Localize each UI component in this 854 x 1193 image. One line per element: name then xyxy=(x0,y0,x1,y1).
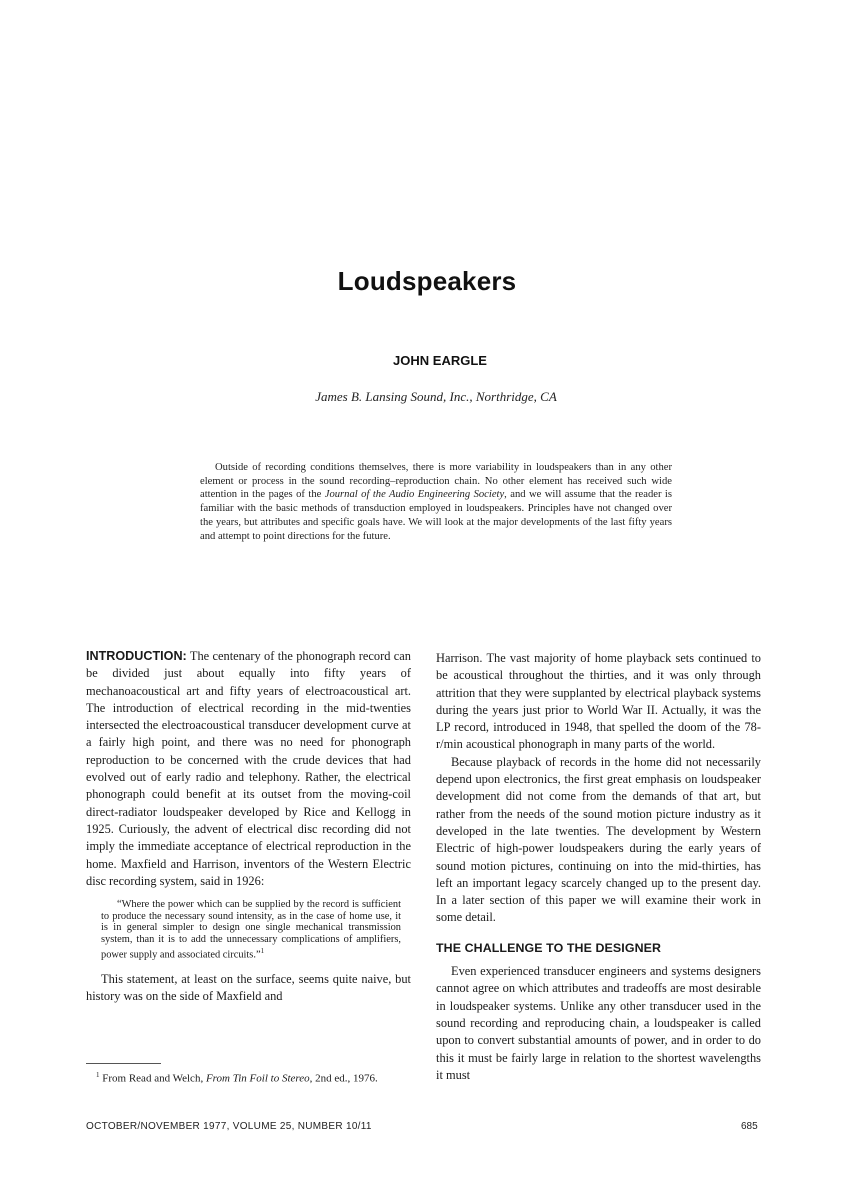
paper-title: Loudspeakers xyxy=(337,266,517,296)
intro-text: The centenary of the phonograph record can be divided just about equally into fifty years of mechanoacoustical art and fifty years of electroacoustical art. The introduction of electrical recording in the mid-twenties intersected the electroacoustical transducer development curve at a fairly high point, and there was no need for phonograph reproduction to be concerned with the crude devices that had evolved out of early radio and telephony. Rather, the electrical phonograph could benefit at its outset from the moving-coil direct-radiator loudspeaker developed by Rice and Kellogg in 1925. Curiously, the advent of electrical disc recording did not imply the immediate acceptance of electrical reproduction in the home. Maxfield and Harrison, inventors of the Western Electric disc recording system, said in 1926: xyxy=(86,649,411,888)
footnote xyxy=(86,1068,411,1086)
footer-page-number: 685 xyxy=(741,1121,758,1132)
right-paragraph-1: Harrison. The vast majority of home playback sets continued to be acoustical throughout the thirties, and it was only through attrition that they were supplanted by electrical playback systems during the years just prior to World War II. Actually, it was the LP record, introduced in 1948, that spelled the doom of the 78-r/min acoustical phonograph in many parts of the world. xyxy=(436,651,761,752)
footnote-rule xyxy=(86,1063,161,1064)
abstract-text-start: Outside of recording conditions themselves, there is more variability in loudspeakers than in any other element or process in the sound recording–reproduction chain. No other element has received such wide attention in the pages of the xyxy=(200,462,672,501)
intro-paragraph-2: This statement, at least on the surface, seems quite naive, but history was on the side of Maxfield and xyxy=(86,971,411,1003)
author-affiliation: James B. Lansing Sound, Inc., Northridge, CA xyxy=(315,389,557,404)
abstract-text-end: , and we will assume that the reader is familiar with the basic methods of transduction employed in loudspeakers. Principles have not changed over the years, but attributes and specific goals have. We will look at the major developments of the last fifty years and attempt to point directions for the future. xyxy=(200,489,672,542)
quote-text: “Where the power which can be supplied by the record is sufficient to produce the necessary sound intensity, as in the case of home use, it is in general simpler to design one single mechanical transmission system, than it is to add the unnecessary complications of amplifiers, power supply and associated circuits.” xyxy=(101,899,401,960)
intro-heading: INTRODUCTION: xyxy=(86,649,187,663)
footnote-text-end: , 2nd ed., 1976. xyxy=(309,1072,378,1085)
quote-footnote-mark: 1 xyxy=(260,946,265,955)
right-column xyxy=(436,650,761,1084)
right-paragraph-3: Even experienced transducer engineers and systems designers cannot agree on which attributes and tradeoffs are most desirable in loudspeaker systems. Unlike any other transducer used in the sound recording and reproducing chain, a loudspeaker is called upon to convert substantial amounts of power, and in order to do this it must be fairly large in relation to the shortest wavelengths it must xyxy=(436,964,761,1082)
footer-journal-line: OCTOBER/NOVEMBER 1977, VOLUME 25, NUMBER 10/11 xyxy=(86,1121,372,1132)
left-column xyxy=(86,648,411,1005)
section-heading-challenge: THE CHALLENGE TO THE DESIGNER xyxy=(436,940,662,955)
footnote-text-start: From Read and Welch, xyxy=(99,1072,206,1085)
block-quote xyxy=(101,899,401,960)
right-paragraph-2: Because playback of records in the home did not necessarily depend upon electronics, the first great emphasis on loudspeaker development did not come from the demands of that art, but rather from the needs of the sound motion picture industry as it developed in the late twenties. The development by Western Electric of high-power loudspeakers during the early years of sound motion pictures, continuing on into the mid-thirties, has left an important legacy scarcely changed up to the present day. In a later section of this paper we will examine their work in some detail. xyxy=(436,754,761,925)
footnote-book-title: From Tin Foil to Stereo xyxy=(205,1072,310,1085)
abstract-journal-name: Journal of the Audio Engineering Society xyxy=(324,489,505,501)
footnote-mark: 1 xyxy=(96,1071,100,1079)
author-name: JOHN EARGLE xyxy=(393,353,487,368)
abstract xyxy=(200,461,672,543)
intro-paragraph xyxy=(86,648,411,890)
